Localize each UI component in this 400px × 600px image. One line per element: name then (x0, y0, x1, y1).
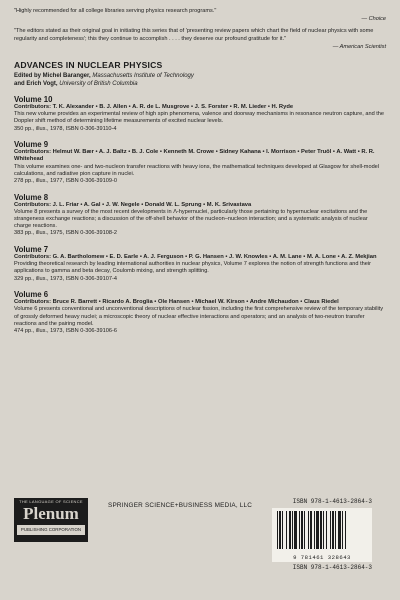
volume-contributors: Contributors: J. L. Friar • A. Gal • J. W. Negele • Donald W. L. Sprung • M. K. Srivastava (14, 201, 252, 208)
volume-entry (14, 140, 386, 185)
barcode-icon (276, 511, 368, 549)
review-quote (14, 8, 386, 23)
cover-footer (14, 498, 386, 578)
volume-contributors: Contributors: Bruce R. Barrett • Ricardo A. Broglia • Ole Hansen • Michael W. Kirson • Andre Michaudon • Claus Riedel (14, 299, 339, 306)
volume-contributors: Contributors: Helmut W. Bær • A. J. Baltz • B. J. Cole • Kenneth M. Crowe • Sidney Kahana • I. Morrison • Peter Truöl • A. Watt • R. R. Whitehead (14, 149, 375, 163)
volume-description: Providing theoretical research by leading international authorities in nuclear physics, Volume 7 explores the notion of strength functions and their applications to gamma and beta decay, Coulomb mixing, and strength splitting. (14, 261, 371, 275)
logo-name: Plenum (23, 504, 79, 523)
quote-text: "Highly recommended for all college libraries serving physics research programs." (14, 8, 217, 14)
publisher-name: SPRINGER SCIENCE+BUSINESS MEDIA, LLC (108, 502, 253, 509)
quote-source: — American Scientist (332, 43, 386, 50)
editor-name: Edited by Michel Baranger, (14, 73, 91, 80)
volume-pub-info: 278 pp., illus., 1977, ISBN 0-306-39109-0 (14, 178, 117, 185)
logo-tagline: THE LANGUAGE OF SCIENCE (19, 499, 83, 504)
volume-description: Volume 6 presents conventional and unconventional descriptions of nuclear fission, including the first comprehensive review of the temporary stability of grossly deformed heavy nuclei; a microscopic theory of nuclear effective interactions and operators; and an analysis of two-neutron transfer reactions and the pairing model. (14, 306, 384, 327)
volume-pub-info: 383 pp., illus., 1975, ISBN 0-306-39108-2 (14, 230, 117, 237)
editor-affiliation: University of British Columbia (59, 81, 138, 88)
volume-pub-info: 350 pp., illus., 1978, ISBN 0-306-39110-4 (14, 125, 117, 132)
logo-subtitle: PUBLISHING CORPORATION (17, 525, 85, 535)
volume-title: Volume 9 (14, 140, 49, 150)
review-quote (14, 28, 386, 51)
quote-text: "The editors stated as their original goal in initiating this series that of 'presenting review papers which chart the field of nuclear physics with some regularity and completeness'; this they continue to accomplish . . . . they deserve our profound gratitude for it." (14, 28, 374, 42)
volume-description: Volume 8 presents a survey of the most recent developments in Λ-hypernuclei, particularly those pertaining to hypernuclear excitations and the strangeness exchange reactions; a discussion of the off-shell behavior of the nucleon–nucleon interaction; and a systematic analysis of nuclear charge reactions. (14, 208, 368, 230)
volume-entry (14, 290, 386, 335)
volume-description: This new volume provides an experimental review of high spin phenomena, valence and doorway mechanisms in resonance neutron capture, and the Doppler shift method of determining lifetime measurements of excited nuclear levels. (14, 111, 385, 125)
volume-entry (14, 245, 386, 283)
editor-name: and Erich Vogt, (14, 81, 58, 88)
barcode (272, 508, 372, 562)
volume-description: This volume examines one- and two-nucleon transfer reactions with heavy ions, the mathematical techniques developed at Glasgow for shell-model calculations, and radiative pion capture in nuclei. (14, 163, 380, 177)
barcode-number: 9 781461 328643 (293, 554, 351, 561)
volume-title: Volume 10 (14, 95, 53, 105)
volume-entry (14, 193, 386, 238)
series-title: ADVANCES IN NUCLEAR PHYSICS (14, 60, 163, 71)
volume-contributors: Contributors: G. A. Bartholomew • E. D. Earle • A. J. Ferguson • P. G. Hansen • J. W. Knowles • A. M. Lane • M. A. Lone • A. Z. Mekjian (14, 254, 377, 261)
volume-pub-info: 474 pp., illus., 1973, ISBN 0-306-39106-6 (14, 328, 117, 335)
editors (14, 72, 386, 88)
volume-title: Volume 8 (14, 192, 49, 202)
volume-contributors: Contributors: T. K. Alexander • B. J. Allen • A. R. de L. Musgrove • J. S. Forster • R. M. Lieder • H. Ryde (14, 104, 294, 111)
isbn-label: ISBN 978-1-4613-2864-3 (292, 498, 372, 505)
isbn-label: ISBN 978-1-4613-2864-3 (292, 564, 372, 571)
volume-entry (14, 95, 386, 133)
editor-affiliation: Massachusetts Institute of Technology (92, 73, 194, 80)
volume-title: Volume 6 (14, 290, 49, 300)
volume-pub-info: 329 pp., illus., 1973, ISBN 0-306-39107-4 (14, 275, 117, 282)
volume-title: Volume 7 (14, 245, 49, 255)
publisher-logo (14, 498, 88, 542)
quote-source: — Choice (361, 16, 386, 23)
